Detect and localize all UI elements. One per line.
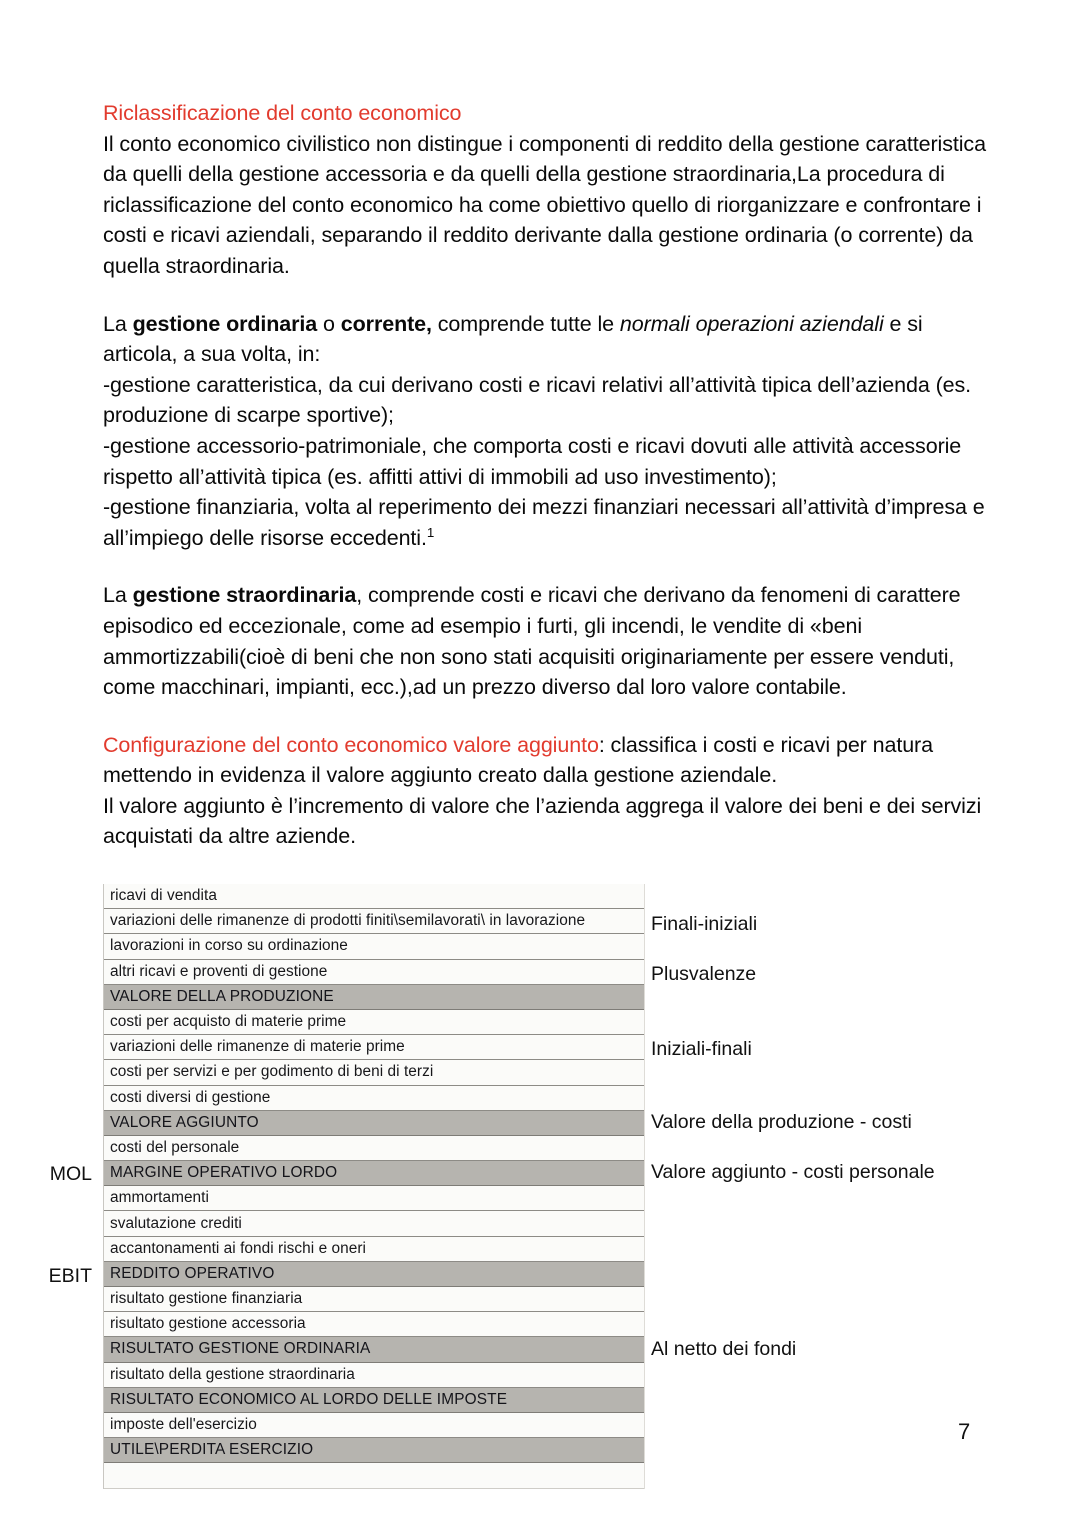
- table-row-label: variazioni delle rimanenze di materie prime: [110, 1038, 405, 1056]
- table-row-label: svalutazione crediti: [110, 1214, 242, 1232]
- table-row: [104, 1035, 644, 1060]
- p2-lead-2: o: [317, 311, 341, 336]
- table-annotation: Finali-iniziali: [651, 913, 758, 935]
- table-row: [104, 1438, 644, 1463]
- table-row-label: RISULTATO ECONOMICO AL LORDO DELLE IMPOSTE: [110, 1390, 508, 1408]
- table-row: [104, 985, 644, 1010]
- heading-riclassificazione: Riclassificazione del conto economico: [103, 101, 462, 125]
- footnote-marker: 1: [426, 524, 435, 540]
- table-row-label: VALORE AGGIUNTO: [110, 1113, 259, 1131]
- table-annotation: Valore aggiunto - costi personale: [651, 1161, 935, 1183]
- table-row: [104, 1463, 644, 1488]
- paragraph-gestione-ordinaria: [103, 309, 988, 554]
- p3-text: , comprende costi e ricavi che derivano da fenomeni di carattere episodico ed eccezionale, come ad esempio i furti, gli incendi, le vendite di «beni ammortizzabili(cioè di beni che non sono stati acquisiti originariamente per essere venduti, come macchinari, impianti, ecc.),ad un prezzo diverso dal loro valore contabile.: [103, 583, 961, 700]
- table-row: [104, 884, 644, 909]
- margin-label-mol: MOL: [49, 1163, 92, 1185]
- p3-lead-1: La: [103, 583, 133, 608]
- table-row: [104, 1337, 644, 1362]
- document-body: [103, 98, 988, 852]
- table-row: [104, 1413, 644, 1438]
- table-row-label: ammortamenti: [110, 1189, 209, 1207]
- table-row-label: costi per servizi e per godimento di beni di terzi: [110, 1063, 434, 1081]
- income-statement-table: [103, 884, 645, 1489]
- paragraph-configurazione: [103, 730, 988, 852]
- table-row-label: costi diversi di gestione: [110, 1088, 271, 1106]
- table-row: [104, 934, 644, 959]
- table-annotation: Valore della produzione - costi: [651, 1111, 912, 1133]
- table-row: [104, 1388, 644, 1413]
- table-row: [104, 1211, 644, 1236]
- table-row-label: MARGINE OPERATIVO LORDO: [110, 1164, 338, 1182]
- table-row: [104, 1287, 644, 1312]
- p2-bullet-caratteristica: -gestione caratteristica, da cui derivano costi e ricavi relativi all’attività tipica dell’azienda (es. produzione di scarpe sportive);: [103, 372, 972, 428]
- table-row: [104, 1111, 644, 1136]
- table-row-label: altri ricavi e proventi di gestione: [110, 962, 328, 980]
- table-row-label: risultato gestione finanziaria: [110, 1290, 303, 1308]
- table-row-label: costi per acquisto di materie prime: [110, 1013, 347, 1031]
- table-row: [104, 1010, 644, 1035]
- paragraph-riclassificazione: [103, 98, 988, 282]
- table-row: [104, 1060, 644, 1085]
- paragraph-gestione-straordinaria: [103, 580, 988, 702]
- table-row-label: imposte dell'esercizio: [110, 1416, 257, 1434]
- table-row: [104, 909, 644, 934]
- table-row: [104, 960, 644, 985]
- p3-bold-gestione-straordinaria: gestione straordinaria: [132, 583, 357, 608]
- table-row-label: risultato gestione accessoria: [110, 1315, 306, 1333]
- page-number: 7: [958, 1419, 971, 1444]
- table-row-label: VALORE DELLA PRODUZIONE: [110, 987, 334, 1005]
- p2-lead-1: La: [103, 311, 133, 336]
- p2-bold-gestione-ordinaria: gestione ordinaria: [132, 311, 318, 336]
- table-row-label: lavorazioni in corso su ordinazione: [110, 937, 348, 955]
- p4-text-line-2: Il valore aggiunto è l’incremento di valore che l’azienda aggrega il valore dei beni e dei servizi acquistati da altre aziende.: [103, 793, 982, 849]
- table-row-label: RISULTATO GESTIONE ORDINARIA: [110, 1340, 371, 1358]
- margin-label-ebit: EBIT: [48, 1265, 92, 1287]
- p2-lead-3: comprende tutte le: [431, 311, 620, 336]
- p2-bold-corrente: corrente,: [340, 311, 432, 336]
- p2-lead-4: e si articola, a sua volta, in:: [103, 311, 923, 367]
- table-row: [104, 1262, 644, 1287]
- table-annotation: Plusvalenze: [651, 963, 757, 985]
- table-row-label: costi del personale: [110, 1138, 240, 1156]
- table-row: [104, 1237, 644, 1262]
- table-annotation: Al netto dei fondi: [651, 1338, 797, 1360]
- table-row-label: variazioni delle rimanenze di prodotti finiti\semilavorati\ in lavorazione: [110, 912, 586, 930]
- p2-italic-normali-operazioni: normali operazioni aziendali: [619, 311, 884, 336]
- table-annotation: Iniziali-finali: [651, 1038, 752, 1060]
- p2-bullet-finanziaria: -gestione finanziaria, volta al reperimento dei mezzi finanziari necessari all’attività d’impresa e all’impiego delle risorse eccedenti.: [103, 495, 985, 550]
- p4-text-after-heading: : classifica i costi e ricavi per natura mettendo in evidenza il valore aggiunto creato dalla gestione aziendale.: [103, 732, 933, 788]
- table-row: [104, 1161, 644, 1186]
- table-row-label: REDDITO OPERATIVO: [110, 1264, 275, 1282]
- table-row: [104, 1363, 644, 1388]
- table-row-label: accantonamenti ai fondi rischi e oneri: [110, 1239, 366, 1257]
- p2-bullet-accessorio: -gestione accessorio-patrimoniale, che comporta costi e ricavi dovuti alle attività accessorie rispetto all’attività tipica (es. affitti attivi di immobili ad uso investimento);: [103, 433, 962, 489]
- table-row: [104, 1086, 644, 1111]
- table-row-label: ricavi di vendita: [110, 887, 217, 905]
- table-row: [104, 1186, 644, 1211]
- table-row: [104, 1312, 644, 1337]
- table-row-label: UTILE\PERDITA ESERCIZIO: [110, 1441, 314, 1459]
- table-row-label: risultato della gestione straordinaria: [110, 1365, 355, 1383]
- table-row: [104, 1136, 644, 1161]
- paragraph-riclassificazione-text: Il conto economico civilistico non distingue i componenti di reddito della gestione caratteristica da quelli della gestione accessoria e da quelli della gestione straordinaria,La procedura di riclassificazione del conto economico ha come obiettivo quello di riorganizzare e confrontare i costi e ricavi aziendali, separando il reddito derivante dalla gestione ordinaria (o corrente) da quella straordinaria.: [103, 131, 986, 278]
- heading-configurazione: Configurazione del conto economico valore aggiunto: [103, 732, 599, 757]
